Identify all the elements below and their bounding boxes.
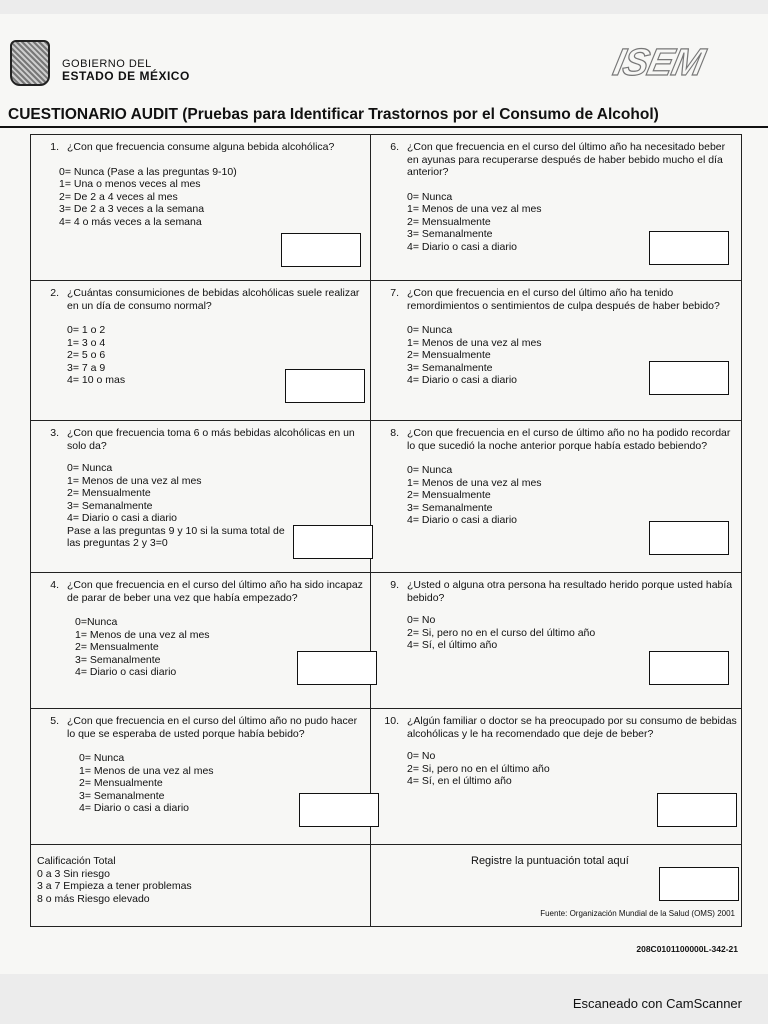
- total-score-cell: [371, 845, 741, 926]
- score-range: 3 a 7 Empieza a tener problemas: [37, 880, 192, 892]
- answer-option: 2= Mensualmente: [407, 349, 491, 361]
- answer-option: 4= Diario o casi a diario: [407, 240, 518, 253]
- title-rule: [0, 126, 768, 128]
- answer-option: 4= Diario o casi a diario: [79, 802, 190, 814]
- answer-option: 4= 4 o más veces a la semana: [59, 215, 202, 228]
- answer-option: 4= Diario o casi diario: [75, 666, 177, 678]
- answer-option: 0= 1 o 2: [67, 324, 106, 336]
- question-row: [31, 421, 741, 573]
- answer-option: 0= Nunca: [79, 752, 125, 764]
- question-9: [371, 573, 741, 708]
- question-5: [31, 709, 371, 844]
- question-text: ¿Con que frecuencia toma 6 o más bebidas alcohólicas en un solo da?: [67, 427, 355, 452]
- question-3: [31, 421, 371, 572]
- score-box-10[interactable]: [657, 793, 737, 827]
- score-box-8[interactable]: [649, 521, 729, 555]
- questionnaire-grid: [30, 134, 742, 927]
- question-row: [31, 709, 741, 845]
- question-row: [31, 135, 741, 281]
- answer-option: 2= Mensualmente: [407, 215, 491, 228]
- answer-option: 4= Sí, en el último año: [407, 775, 512, 787]
- question-text: ¿Usted o alguna otra persona ha resultado herido porque usted había bebido?: [407, 579, 733, 604]
- answer-option: 3= Semanalmente: [79, 789, 165, 802]
- question-number: 3.: [50, 427, 59, 439]
- question-7: [371, 281, 741, 420]
- answer-option: 3= 7 a 9: [67, 361, 106, 374]
- answer-option: 3= Semanalmente: [407, 228, 493, 240]
- question-text: ¿Con que frecuencia consume alguna bebida alcohólica?: [67, 141, 335, 153]
- document-sheet: [0, 14, 768, 974]
- question-number: 5.: [50, 715, 59, 727]
- answer-option: 4= Diario o casi a diario: [407, 514, 518, 526]
- question-number: 7.: [390, 287, 399, 299]
- answer-option: 2= Mensualmente: [75, 641, 159, 653]
- state-seal-icon: [10, 40, 50, 86]
- gov-line-1: GOBIERNO DEL: [62, 58, 152, 70]
- question-6: [371, 135, 741, 280]
- scanner-watermark: Escaneado con CamScanner: [572, 996, 742, 1011]
- question-number: 8.: [390, 427, 399, 439]
- skip-instruction: Pase a las preguntas 9 y 10 si la suma total de las preguntas 2 y 3=0: [67, 524, 285, 549]
- gov-line-2: ESTADO DE MÉXICO: [62, 69, 190, 83]
- answer-option: 0= No: [407, 614, 436, 626]
- score-box-7[interactable]: [649, 361, 729, 395]
- answer-option: 2= Mensualmente: [407, 489, 491, 501]
- question-number: 6.: [390, 141, 399, 153]
- question-number: 4.: [50, 579, 59, 591]
- page-title: CUESTIONARIO AUDIT (Pruebas para Identificar Trastornos por el Consumo de Alcohol): [8, 106, 659, 123]
- question-row: [31, 281, 741, 421]
- question-text: ¿Con que frecuencia en el curso de último año no ha podido recordar lo que sucedió la noche anterior porque había estado bebiendo?: [407, 427, 731, 452]
- answer-option: 3= Semanalmente: [75, 653, 161, 666]
- score-box-2[interactable]: [285, 369, 365, 403]
- answer-option: 1= Menos de una vez al mes: [407, 203, 542, 215]
- answer-option: 2= Si, pero no en el curso del último año: [407, 626, 596, 639]
- score-box-5[interactable]: [299, 793, 379, 827]
- question-8: [371, 421, 741, 572]
- answer-option: 3= Semanalmente: [407, 501, 493, 514]
- answer-option: 0= Nunca: [407, 464, 453, 476]
- answer-option: 1= 3 o 4: [67, 336, 106, 349]
- question-number: 9.: [390, 579, 399, 591]
- question-1: [31, 135, 371, 280]
- question-number: 1.: [50, 141, 59, 153]
- question-number: 10.: [384, 715, 399, 727]
- answer-option: 3= Semanalmente: [67, 499, 153, 512]
- answer-option: 1= Menos de una vez al mes: [67, 474, 202, 487]
- answer-option: 2= Mensualmente: [79, 777, 163, 789]
- score-box-4[interactable]: [297, 651, 377, 685]
- answer-option: 0= No: [407, 750, 436, 762]
- answer-option: 4= Diario o casi a diario: [407, 374, 518, 386]
- answer-option: 2= Mensualmente: [67, 487, 151, 499]
- question-10: [371, 709, 741, 844]
- answer-option: 0=Nunca: [75, 616, 118, 628]
- question-number: 2.: [50, 287, 59, 299]
- answer-option: 2= 5 o 6: [67, 349, 106, 361]
- question-text: ¿Algún familiar o doctor se ha preocupado por su consumo de bebidas alcohólicas y le ha recomendado que deje de beber?: [407, 715, 737, 740]
- answer-option: 4= 10 o mas: [67, 374, 126, 386]
- answer-option: 2= Si, pero no en el último año: [407, 762, 550, 775]
- answer-option: 4= Sí, el último año: [407, 639, 498, 651]
- total-score-box[interactable]: [659, 867, 739, 901]
- question-2: [31, 281, 371, 420]
- score-range: 0 a 3 Sin riesgo: [37, 867, 110, 880]
- score-summary-row: [31, 845, 741, 927]
- answer-option: 3= Semanalmente: [407, 361, 493, 374]
- question-4: [31, 573, 371, 708]
- question-text: ¿Con que frecuencia en el curso del último año ha necesitado beber en ayunas para recuperarse después de haber bebido mucho el día anterior?: [407, 141, 726, 178]
- answer-option: 1= Menos de una vez al mes: [407, 476, 542, 489]
- answer-option: 1= Menos de una vez al mes: [75, 628, 210, 641]
- answer-option: 0= Nunca: [67, 462, 113, 474]
- source-note: Fuente: Organización Mundial de la Salud (OMS) 2001: [540, 908, 735, 918]
- isem-logo: ISEM: [609, 42, 708, 84]
- score-box-9[interactable]: [649, 651, 729, 685]
- answer-option: 0= Nunca (Pase a las preguntas 9-10): [59, 165, 237, 178]
- register-total-label: Registre la puntuación total aquí: [471, 855, 629, 867]
- answer-option: 1= Menos de una vez al mes: [407, 336, 542, 349]
- score-legend: [31, 845, 371, 926]
- answer-option: 1= Menos de una vez al mes: [79, 764, 214, 777]
- answer-option: 1= Una o menos veces al mes: [59, 178, 201, 190]
- answer-option: 0= Nunca: [407, 190, 453, 203]
- score-box-3[interactable]: [293, 525, 373, 559]
- question-text: ¿Cuántas consumiciones de bebidas alcohólicas suele realizar en un día de consumo normal?: [67, 287, 360, 312]
- answer-option: 4= Diario o casi a diario: [67, 512, 178, 524]
- question-row: [31, 573, 741, 709]
- score-range: 8 o más Riesgo elevado: [37, 892, 150, 905]
- score-box-6[interactable]: [649, 231, 729, 265]
- government-name: [62, 58, 190, 82]
- answer-option: 3= De 2 a 3 veces a la semana: [59, 203, 205, 215]
- answer-option: 2= De 2 a 4 veces al mes: [59, 190, 178, 203]
- question-text: ¿Con que frecuencia en el curso del último año ha sido incapaz de parar de beber una vez que había empezado?: [67, 579, 363, 604]
- question-text: ¿Con que frecuencia en el curso del último año ha tenido remordimientos o sentimientos de culpa después de haber bebido?: [407, 287, 720, 312]
- score-box-1[interactable]: [281, 233, 361, 267]
- question-text: ¿Con que frecuencia en el curso del último año no pudo hacer lo que se esperaba de usted porque había bebido?: [67, 715, 358, 740]
- header: [0, 14, 768, 98]
- score-title: Calificación Total: [37, 855, 116, 867]
- answer-option: 0= Nunca: [407, 324, 453, 336]
- form-code: 208C0101100000L-342-21: [636, 944, 738, 954]
